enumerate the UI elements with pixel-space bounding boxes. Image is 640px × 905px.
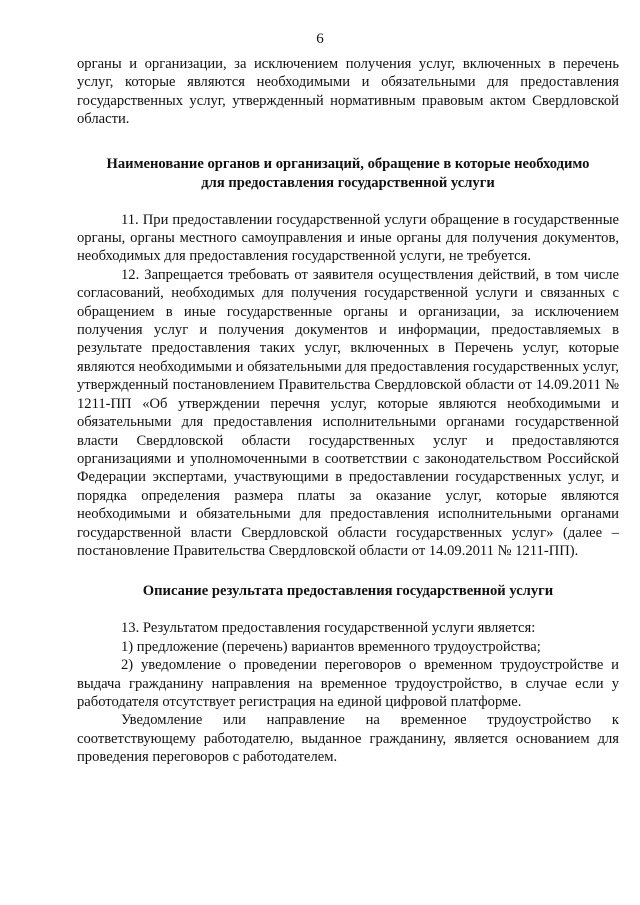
paragraph-intro: органы и организации, за исключением получения услуг, включенных в перечень услуг, которые являются необходимыми и обязательными для предоставления государственных услуг, утвержденный нормативным правовым актом Свердловской области. xyxy=(77,56,619,128)
section-heading-organizations xyxy=(77,155,619,193)
document-body xyxy=(77,55,619,767)
section-heading-line: Описание результата предоставления государственной услуги xyxy=(142,583,554,600)
section-heading-result xyxy=(77,582,619,601)
paragraph-13-item-2: 2) уведомление о проведении переговоров о временном трудоустройстве и выдача гражданину направления на временное трудоустройство, в случае если у работодателя отсутствует регистрация на единой цифровой платформе. xyxy=(77,657,619,710)
section-heading-line: для предоставления государственной услуги xyxy=(201,174,495,191)
paragraph-13-note: Уведомление или направление на временное трудоустройство к соответствующему работодателю, выданное гражданину, является основанием для проведения переговоров с работодателем. xyxy=(77,712,619,766)
section-heading-line: Наименование органов и организаций, обращение в которые необходимо xyxy=(106,155,590,172)
paragraph-11: 11. При предоставлении государственной услуги обращение в государственные органы, органы местного самоуправления и иные органы для получения документов, необходимых для предоставления государственной услуги, не требуется. xyxy=(77,211,619,265)
paragraph-13-item-1: 1) предложение (перечень) вариантов временного трудоустройства; xyxy=(121,638,541,655)
paragraph-13: 13. Результатом предоставления государственной услуги является: xyxy=(121,620,536,637)
paragraph-12: 12. Запрещается требовать от заявителя осуществления действий, в том числе согласований, необходимых для получения государственной услуги и связанных с обращением в иные государственные органы и организации, за исключением получения услуг и получения документов и информации, предоставляемых в результате предоставления таких услуг, включенных в Перечень услуг, которые являются необходимыми и обязательными для предоставления государственных услуг, утвержденный постановлением Правительства Свердловской области от 14.09.2011 № 1211-ПП «Об утверждении перечня услуг, которые являются необходимыми и обязательными для предоставления исполнительными органами государственной власти Свердловской области государственных услуг и предоставляются организациями и уполномоченными в соответствии с законодательством Российской Федерации экспертами, участвующими в предоставлении государственных услуг, и порядка определения размера платы за оказание услуг, которые являются необходимыми и обязательными для предоставления исполнительными органами государственной власти Свердловской области государственных услуг» (далее – постановление Правительства Свердловской области от 14.09.2011 № 1211-ПП). xyxy=(77,266,619,559)
page-number: 6 xyxy=(316,31,324,47)
